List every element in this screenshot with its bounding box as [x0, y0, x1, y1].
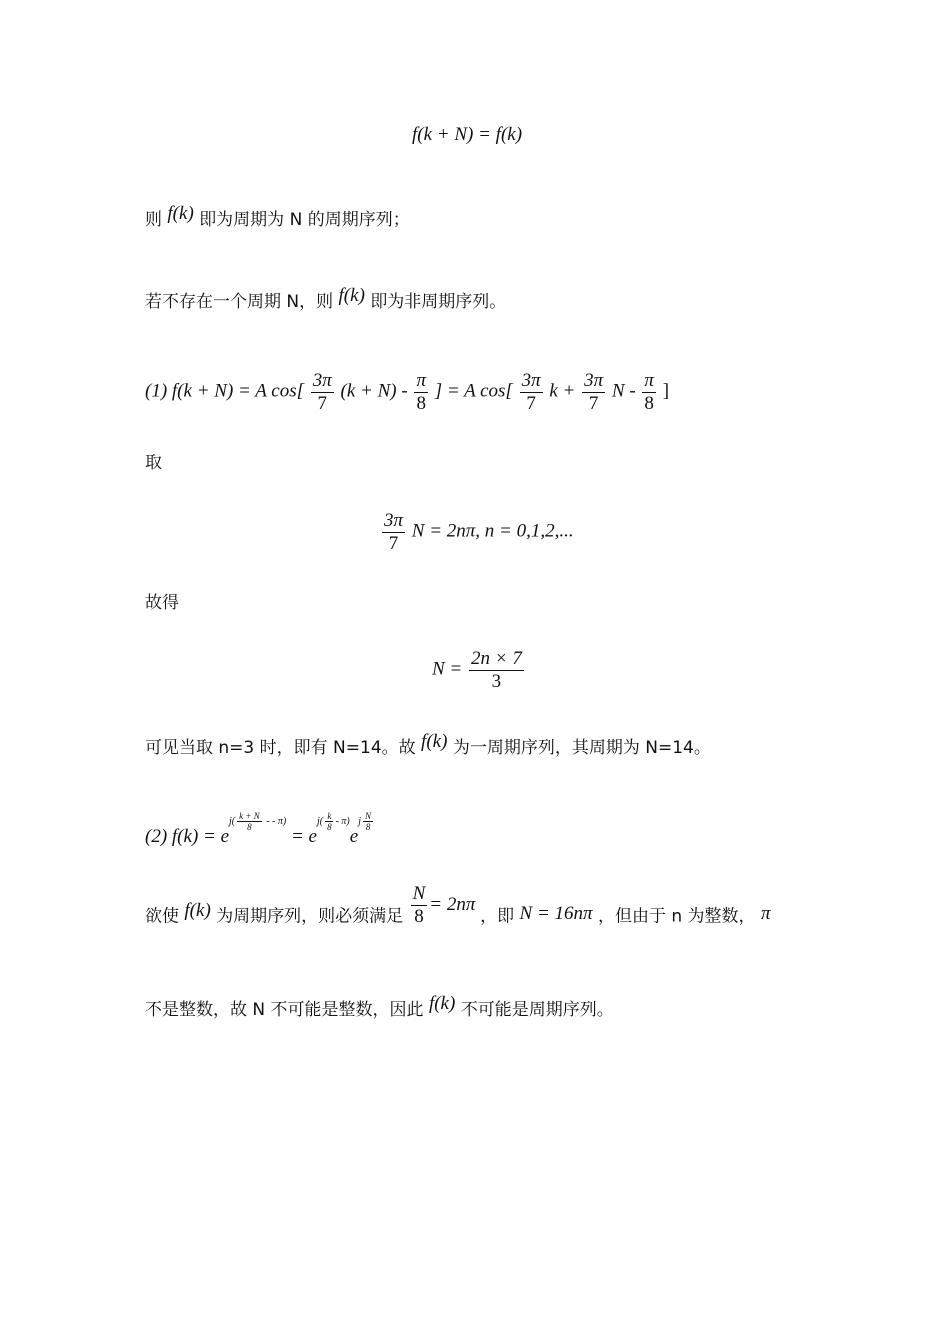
fraction — [237, 811, 262, 833]
denominator: 8 — [414, 905, 424, 927]
text-segment: 若不存在一个周期 N，则 — [145, 292, 334, 312]
text-segment: 则 — [145, 210, 162, 230]
text-segment: ，即 — [480, 906, 515, 927]
fraction — [582, 370, 605, 415]
numerator: 3π — [584, 370, 604, 391]
exp-part: j( — [316, 816, 324, 827]
numerator: π — [416, 370, 426, 391]
text-hence: 故得 — [145, 593, 179, 613]
numerator: N — [412, 883, 426, 904]
denominator: 7 — [588, 392, 599, 414]
text-segment: ，但由于 n 为整数， — [597, 906, 756, 927]
text-segment: 为周期序列，则必须满足 — [216, 906, 404, 927]
denominator: 8 — [247, 822, 252, 833]
fraction — [469, 648, 524, 693]
fraction — [311, 370, 334, 415]
equation-1 — [145, 370, 669, 415]
fraction — [325, 811, 334, 833]
denominator: 8 — [327, 822, 332, 833]
fraction — [414, 370, 428, 415]
eq-part: ] — [662, 380, 670, 402]
denominator: 8 — [416, 392, 426, 414]
text-segment: 为一周期序列，其周期为 N=14。 — [452, 738, 711, 758]
eq-part: = e — [290, 826, 317, 847]
eq-part: e — [349, 826, 359, 847]
fraction — [411, 883, 428, 928]
text-segment: 可见当取 n=3 时，即有 N=14。故 — [145, 738, 416, 758]
text-line-conclusion — [145, 993, 614, 1020]
fraction — [382, 510, 405, 555]
denominator: 7 — [317, 392, 327, 414]
eq-part: N = 2nπ, n = 0,1,2,... — [411, 520, 574, 542]
eq-part: (1) f(k + N) = A cos[ — [145, 380, 304, 402]
fraction — [363, 811, 373, 833]
eq-part: ] = A cos[ — [434, 380, 513, 402]
text-take: 取 — [145, 453, 162, 473]
fraction — [520, 370, 543, 415]
fk-symbol: f(k) — [167, 203, 194, 224]
text-segment: 即为非周期序列。 — [370, 292, 507, 312]
fraction — [642, 370, 656, 415]
eq-part: (2) f(k) = e — [145, 826, 230, 847]
equation-2 — [380, 510, 574, 555]
denominator: 8 — [644, 392, 654, 414]
denominator: 7 — [526, 392, 536, 414]
numerator: π — [644, 370, 654, 391]
text-segment: 不是整数，故 N 不可能是整数，因此 — [145, 1000, 424, 1020]
denominator: 3 — [491, 670, 502, 692]
eq-part: = 2nπ — [429, 893, 476, 915]
numerator: k — [327, 810, 332, 821]
denominator: 7 — [388, 532, 399, 554]
numerator: k + N — [239, 810, 260, 821]
exponent — [229, 810, 287, 833]
eq-part: N = — [432, 658, 463, 680]
eq-part: (k + N) - — [340, 380, 408, 402]
numerator: 3π — [312, 370, 332, 391]
eq-part: N - — [611, 380, 636, 402]
text-segment: 即为周期为 N 的周期序列； — [199, 210, 410, 230]
exponent — [316, 810, 350, 833]
eq-part: k + — [549, 380, 576, 402]
denominator: 8 — [365, 822, 371, 833]
fk-symbol: f(k) — [338, 285, 365, 306]
text-segment: 不可能是周期序列。 — [460, 1000, 614, 1020]
exp-part: - - π) — [263, 816, 287, 827]
numerator: 3π — [384, 510, 404, 531]
text-line-periodic — [145, 203, 410, 230]
exp-part: j — [358, 816, 361, 827]
fk-symbol: f(k) — [184, 899, 211, 921]
pi-symbol: π — [760, 902, 771, 924]
eq-part: N = 16nπ — [519, 902, 593, 924]
fk-symbol: f(k) — [428, 993, 456, 1014]
equation-4 — [145, 810, 375, 851]
text-line-n14 — [145, 731, 711, 758]
text-line-nonperiodic — [145, 285, 507, 312]
exp-part: - π) — [335, 816, 350, 827]
numerator: N — [364, 810, 371, 821]
text-segment: 欲使 — [145, 906, 179, 927]
condition-equation — [409, 883, 481, 927]
equation-periodic-definition: f(k + N) = f(k) — [412, 124, 523, 145]
numerator: 3π — [521, 370, 541, 391]
equation-3 — [432, 648, 526, 693]
exponent — [358, 810, 375, 833]
text-line-condition — [145, 883, 771, 940]
numerator: 2n × 7 — [471, 648, 522, 669]
exp-part: j( — [229, 816, 236, 827]
fk-symbol: f(k) — [421, 731, 448, 752]
